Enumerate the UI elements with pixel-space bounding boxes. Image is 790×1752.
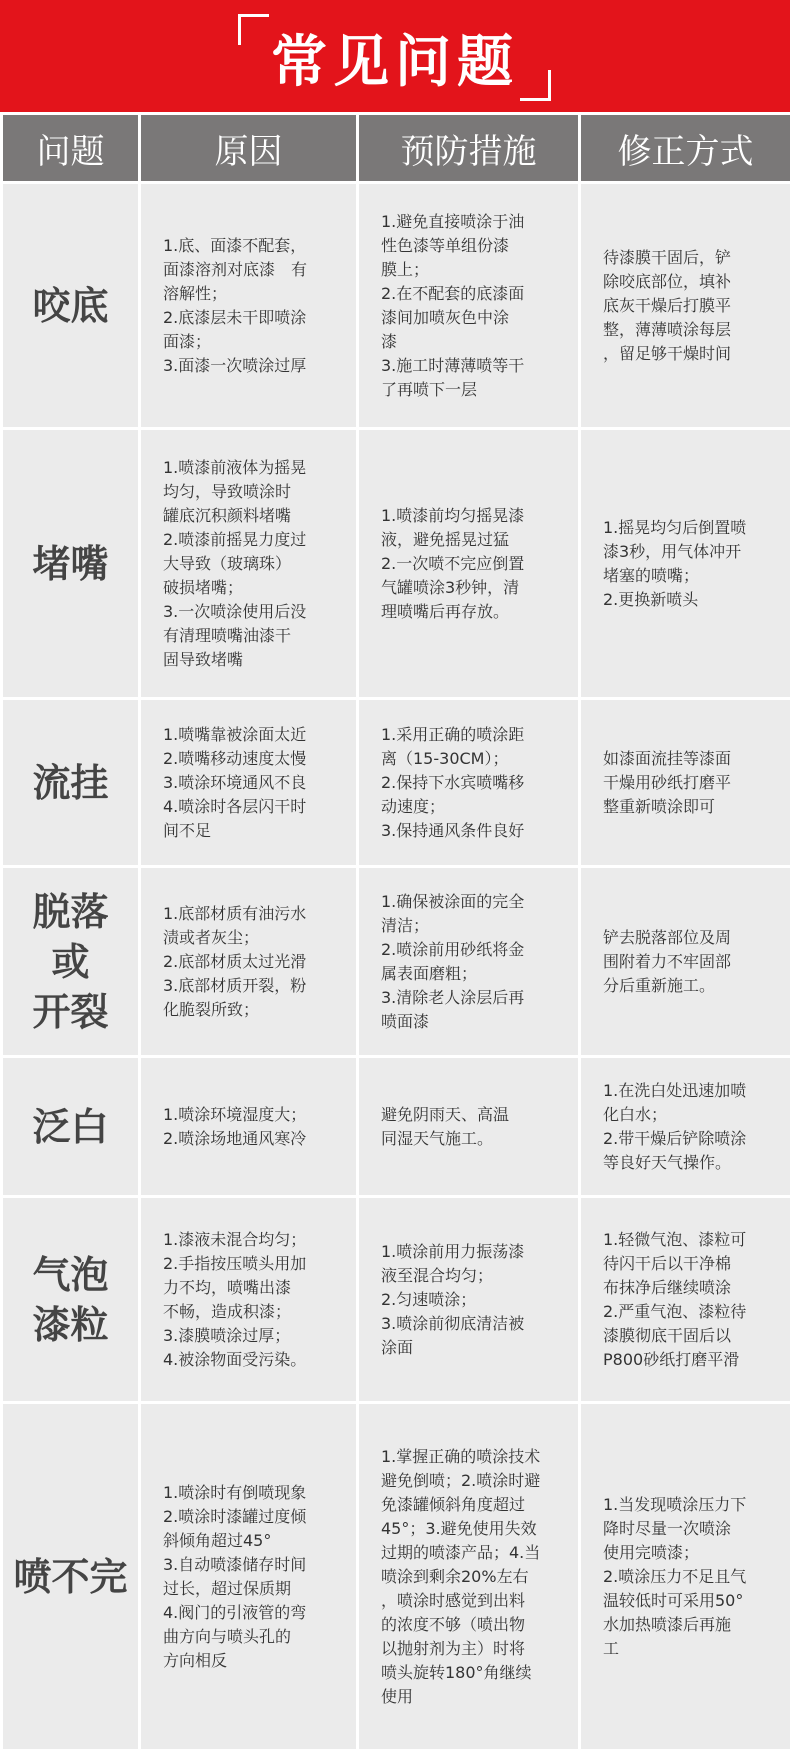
prevention-cell: 1.避免直接喷涂于油 性色漆等单组份漆 膜上； 2.在不配套的底漆面 漆间加喷灰色中涂 漆 3.施工时薄薄喷等干 了再喷下一层 <box>358 183 580 429</box>
cause-cell: 1.喷涂环境湿度大； 2.喷涂场地通风寒冷 <box>140 1057 358 1197</box>
prevention-cell: 1.掌握正确的喷涂技术 避免倒喷；2.喷涂时避 免漆罐倾斜角度超过 45°；3.避免使用失效 过期的喷漆产品；4.当 喷涂到剩余20%左右 ，喷涂时感觉到出料 的浓度不够（喷出物 以抛射剂为主）时将 喷头旋转180°角继续 使用 <box>358 1403 580 1751</box>
page-title: 常见问题 <box>0 18 790 98</box>
prevention-cell: 1.喷漆前均匀摇晃漆 液，避免摇晃过猛 2.一次喷不完应倒置 气罐喷涂3秒钟，清 理喷嘴后再存放。 <box>358 429 580 699</box>
fix-cell: 1.轻微气泡、漆粒可 待闪干后以干净棉 布抹净后继续喷涂 2.严重气泡、漆粒待 漆膜彻底干固后以 P800砂纸打磨平滑 <box>580 1197 790 1403</box>
cause-cell: 1.喷涂时有倒喷现象 2.喷涂时漆罐过度倾 斜倾角超过45° 3.自动喷漆储存时间 过长，超过保质期 4.阀门的引液管的弯 曲方向与喷头孔的 方向相反 <box>140 1403 358 1751</box>
cause-cell: 1.底、面漆不配套， 面漆溶剂对底漆 有 溶解性； 2.底漆层未干即喷涂 面漆； 3.面漆一次喷涂过厚 <box>140 183 358 429</box>
table-header-row <box>2 114 790 183</box>
fix-cell: 待漆膜干固后，铲 除咬底部位，填补 底灰干燥后打膜平 整，薄薄喷涂每层 ，留足够干燥时间 <box>580 183 790 429</box>
issue-cell: 堵嘴 <box>2 429 140 699</box>
cause-cell: 1.底部材质有油污水 渍或者灰尘； 2.底部材质太过光滑 3.底部材质开裂，粉 化脆裂所致； <box>140 867 358 1057</box>
bracket-bottom-right <box>520 70 551 101</box>
issue-cell: 咬底 <box>2 183 140 429</box>
cause-cell: 1.喷嘴靠被涂面太近 2.喷嘴移动速度太慢 3.喷涂环境通风不良 4.喷涂时各层闪干时 间不足 <box>140 699 358 867</box>
fix-cell: 1.摇晃均匀后倒置喷 漆3秒，用气体冲开 堵塞的喷嘴； 2.更换新喷头 <box>580 429 790 699</box>
issue-cell: 喷不完 <box>2 1403 140 1751</box>
issue-cell: 流挂 <box>2 699 140 867</box>
column-header-prevention: 预防措施 <box>358 114 580 183</box>
table-row <box>2 867 790 1057</box>
table-row <box>2 1197 790 1403</box>
table-row <box>2 1403 790 1751</box>
table-row <box>2 429 790 699</box>
prevention-cell: 1.采用正确的喷涂距 离（15-30CM）； 2.保持下水宾喷嘴移 动速度； 3.保持通风条件良好 <box>358 699 580 867</box>
issue-cell: 泛白 <box>2 1057 140 1197</box>
table-row <box>2 699 790 867</box>
fix-cell: 1.当发现喷涂压力下 降时尽量一次喷涂 使用完喷漆； 2.喷涂压力不足且气 温较低时可采用50° 水加热喷漆后再施 工 <box>580 1403 790 1751</box>
column-header-issue: 问题 <box>2 114 140 183</box>
header-banner <box>0 0 790 112</box>
prevention-cell: 避免阴雨天、高温 同湿天气施工。 <box>358 1057 580 1197</box>
fix-cell: 1.在洗白处迅速加喷 化白水； 2.带干燥后铲除喷涂 等良好天气操作。 <box>580 1057 790 1197</box>
issue-cell: 气泡 漆粒 <box>2 1197 140 1403</box>
faq-table <box>0 112 790 1752</box>
fix-cell: 如漆面流挂等漆面 干燥用砂纸打磨平 整重新喷涂即可 <box>580 699 790 867</box>
prevention-cell: 1.喷涂前用力振荡漆 液至混合均匀； 2.匀速喷涂； 3.喷涂前彻底清洁被 涂面 <box>358 1197 580 1403</box>
cause-cell: 1.漆液未混合均匀； 2.手指按压喷头用加 力不均，喷嘴出漆 不畅，造成积漆； 3.漆膜喷涂过厚； 4.被涂物面受污染。 <box>140 1197 358 1403</box>
issue-cell: 脱落 或 开裂 <box>2 867 140 1057</box>
column-header-cause: 原因 <box>140 114 358 183</box>
table-row <box>2 1057 790 1197</box>
fix-cell: 铲去脱落部位及周 围附着力不牢固部 分后重新施工。 <box>580 867 790 1057</box>
prevention-cell: 1.确保被涂面的完全 清洁； 2.喷涂前用砂纸将金 属表面磨粗； 3.清除老人涂层后再 喷面漆 <box>358 867 580 1057</box>
column-header-fix: 修正方式 <box>580 114 790 183</box>
cause-cell: 1.喷漆前液体为摇晃 均匀，导致喷涂时 罐底沉积颜料堵嘴 2.喷漆前摇晃力度过 大导致（玻璃珠） 破损堵嘴； 3.一次喷涂使用后没 有清理喷嘴油漆干 固导致堵嘴 <box>140 429 358 699</box>
table-row <box>2 183 790 429</box>
